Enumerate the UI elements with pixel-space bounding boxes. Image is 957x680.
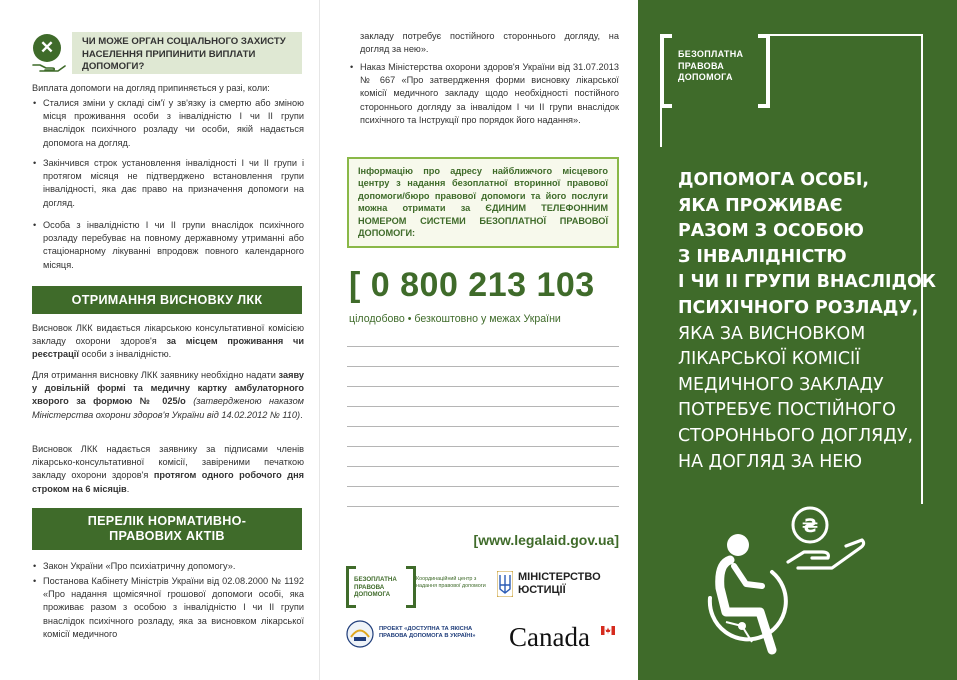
stop-item: • Особа з інвалідністю I чи II групи внаслідок психічного розладу перебуває на повному державному утриманні або стаціонарному лікуванні впродовж повного календарного місяця. xyxy=(32,219,304,272)
write-line xyxy=(347,346,619,347)
hotline-number[interactable]: [ 0 800 213 103 xyxy=(349,266,595,304)
canada-flag-icon xyxy=(601,626,615,635)
coordination-center-label: Координаційний центр з надання правової допомоги xyxy=(416,576,486,589)
bpd-logo: БЕЗОПЛАТНА ПРАВОВА ДОПОМОГА xyxy=(346,566,416,610)
hryvnia-sign: ₴ xyxy=(801,515,819,537)
lkk-paragraph: Для отримання висновку ЛКК заявнику необхідно надати заяву у довільній формі та медичну картку амбулаторного хворого за формою № 025/о (затвердженою наказом Міністерства охорони здоров'я України від 14.02.2012 № 110). xyxy=(32,370,304,420)
write-line xyxy=(347,406,619,407)
write-line xyxy=(347,506,619,507)
stop-item: • Сталися зміни у складі сім'ї у зв'язку із смертю або зміною місця проживання особи з інвалідністю I чи II групи внаслідок психічного розладу чи особи, якій надається допомога на догляд. xyxy=(32,97,304,150)
website-link[interactable]: [www.legalaid.gov.ua] xyxy=(473,532,619,548)
lkk-paragraph: Висновок ЛКК видається лікарською консультативної комісією закладу охорони здоров'я за місцем проживання чи реєстрації особи з інвалідністю. xyxy=(32,323,304,360)
ministry-logo-text: МІНІСТЕРСТВО ЮСТИЦІЇ xyxy=(518,571,601,596)
cover-title: ДОПОМОГА ОСОБІ, ЯКА ПРОЖИВАЄ РАЗОМ З ОСОБОЮ З ІНВАЛІДНІСТЮ І ЧИ ІІ ГРУПИ ВНАСЛІДОК ПСИХІЧНОГО РОЗЛАДУ, ЯКА ЗА ВИСНОВКОМ ЛІКАРСЬКОЇ КОМІСІЇ МЕДИЧНОГО ЗАКЛАДУ ПОТРЕБУЄ ПОСТІЙНОГО СТОРОННЬОГО ДОГЛЯДУ, НА ДОГЛЯД ЗА НЕЮ xyxy=(678,170,937,472)
project-label: ПРОЕКТ «ДОСТУПНА ТА ЯКІСНА ПРАВОВА ДОПОМОГА В УКРАЇНІ» xyxy=(379,626,476,640)
question-box xyxy=(30,32,302,74)
cover-frame-top xyxy=(768,34,923,36)
act-item: • Постанова Кабінету Міністрів України від 02.08.2000 № 1192 «Про надання щомісячної грошової допомоги особі, яка проживає разом з особою з інвалідністю I чи II групи внаслідок психічного розладу, яка за висновком лікарської комісії медичного xyxy=(32,575,304,641)
trident-icon xyxy=(497,571,513,597)
write-line xyxy=(347,466,619,467)
write-line xyxy=(347,486,619,487)
write-line xyxy=(347,386,619,387)
cancel-icon: ✕ xyxy=(33,34,61,62)
brand-text: БЕЗОПЛАТНА ПРАВОВА ДОПОМОГА xyxy=(678,49,744,82)
brand-logo xyxy=(660,34,770,108)
canada-wordmark: Canada xyxy=(509,620,615,654)
act-item-continued: закладу потребує постійного стороннього догляду, на догляд за нею». xyxy=(360,31,619,55)
hotline-note: цілодобово • безкоштовно у межах України xyxy=(349,313,561,325)
write-line xyxy=(347,366,619,367)
wheelchair-care-icon xyxy=(700,500,870,670)
section-heading-acts: ПЕРЕЛІК НОРМАТИВНО- ПРАВОВИХ АКТІВ xyxy=(32,508,302,550)
act-item: • Закон України «Про психіатричну допомогу». xyxy=(32,560,304,573)
question-title: ЧИ МОЖЕ ОРГАН СОЦІАЛЬНОГО ЗАХИСТУ НАСЕЛЕННЯ ПРИПИНИТИ ВИПЛАТИ ДОПОМОГИ? xyxy=(72,32,302,74)
write-line xyxy=(347,426,619,427)
hand-icon xyxy=(32,61,66,73)
stop-intro: Виплата допомоги на догляд припиняється у разі, коли: xyxy=(32,83,270,93)
cover-frame-left xyxy=(660,107,662,147)
info-box: Інформацію про адресу найближчого місцевого центру з надання безоплатної вторинної правової допомоги/бюро правової допомоги та його послуги можна отримати за ЄДИНИМ ТЕЛЕФОННИМ НОМЕРОМ СИСТЕМИ БЕЗОПЛАТНОЇ ПРАВОВОЇ ДОПОМОГИ: xyxy=(347,157,619,248)
stop-item: • Закінчився строк установлення інвалідності I чи II групи і протягом місяця не підтверджено встановлення групи інвалідності, яка дає право на призначення допомоги на догляд. xyxy=(32,157,304,210)
act-item: • Наказ Міністерства охорони здоров'я України від 31.07.2013 № 667 «Про затвердження форми висновку лікарської комісії медичного закладу щодо необхідності постійного стороннього догляду за інвалідом I чи II групи внаслідок психічного та Інструкції про порядок його надання». xyxy=(349,61,619,127)
section-heading-lkk: ОТРИМАННЯ ВИСНОВКУ ЛКК xyxy=(32,286,302,314)
lkk-paragraph: Висновок ЛКК надається заявнику за підписами членів лікарсько-консультативної комісії, завіреними печаткою закладу охорони здоров'я протягом одного робочого дня строком на 6 місяців. xyxy=(32,444,304,494)
write-line xyxy=(347,446,619,447)
project-emblem-icon xyxy=(346,620,374,648)
